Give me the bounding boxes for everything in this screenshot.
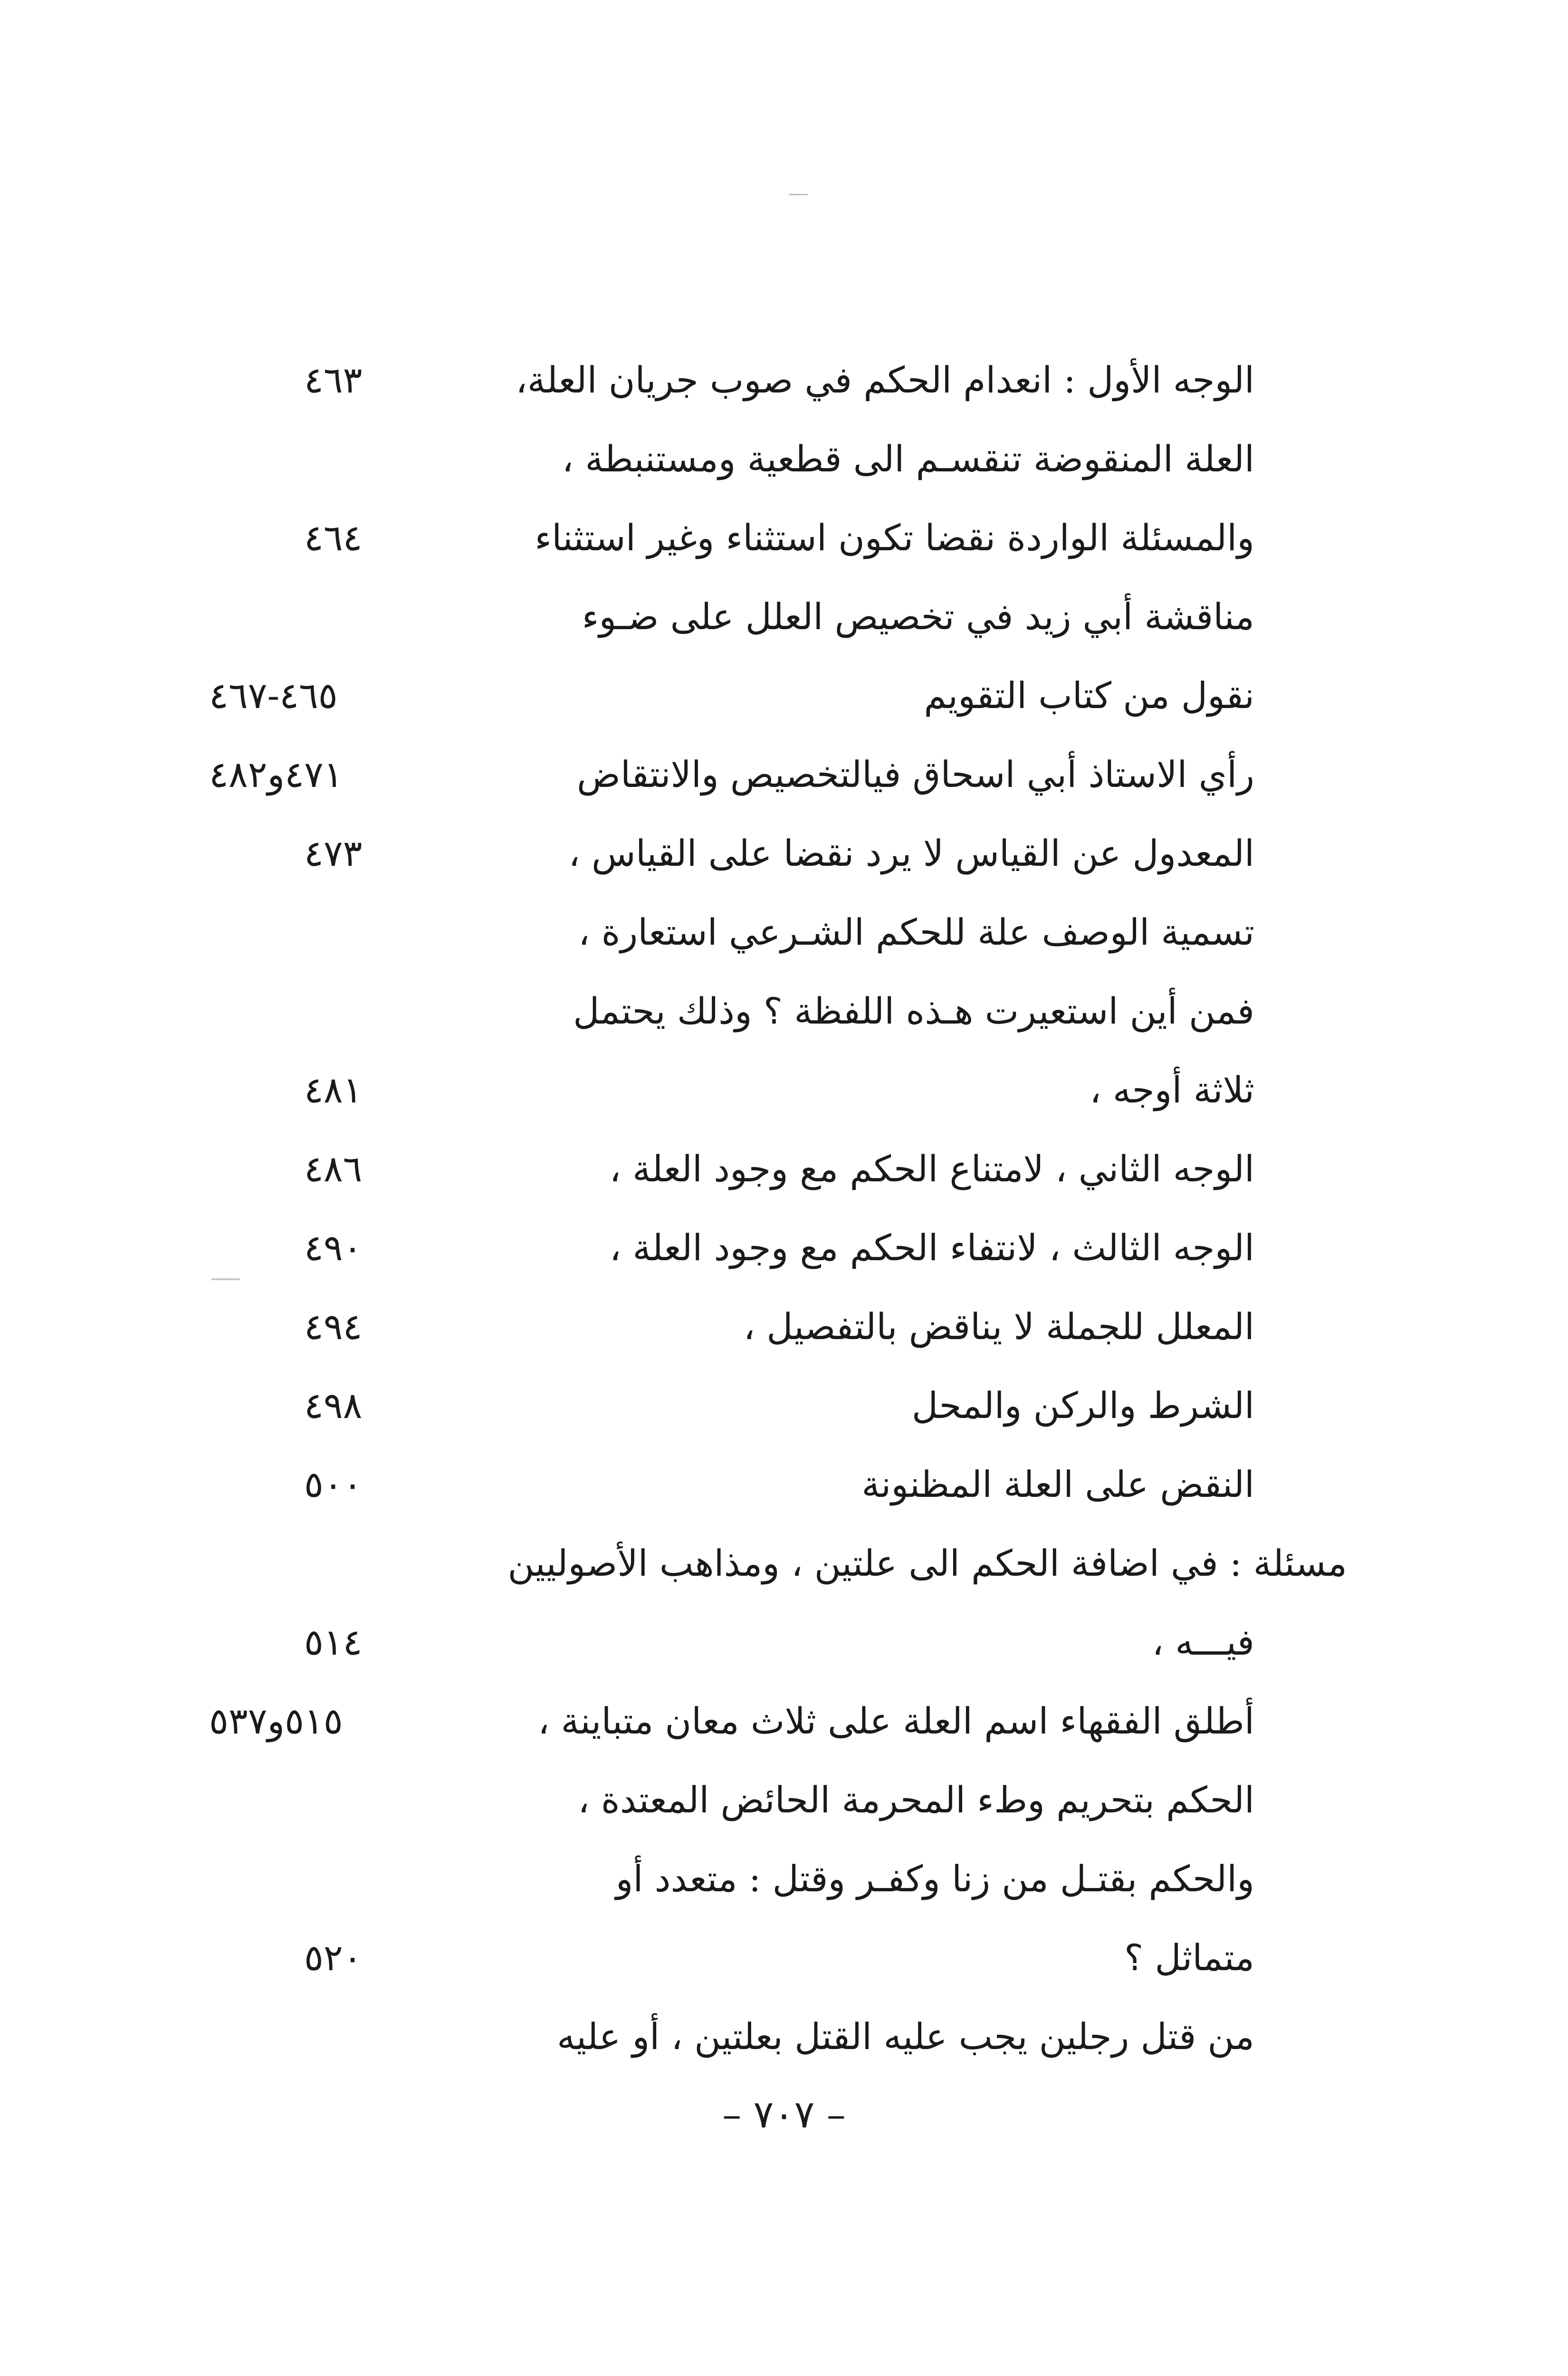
- entry-text: الوجه الثالث ، لانتفاء الحكم مع وجود العلة ،: [609, 1226, 1254, 1269]
- entry-text: والمسئلة الواردة نقضا تكون استثناء وغير استثناء: [535, 517, 1254, 559]
- entry-text: فمن أين استعيرت هـذه اللفظة ؟ وذلك يحتمل: [573, 990, 1254, 1032]
- entry-text: أطلق الفقهاء اسم العلة على ثلاث معان متباينة ،: [537, 1700, 1254, 1742]
- index-entry: [209, 431, 1254, 509]
- entry-text: العلة المنقوضة تنقسـم الى قطعية ومستنبطة ،: [562, 438, 1254, 480]
- entry-page-number: ٥٢٠: [304, 1936, 363, 1979]
- entry-page-number: ٤٦٥-٤٦٧: [209, 674, 338, 717]
- entry-page-number: ٤٧٣: [304, 832, 363, 874]
- index-entry: [209, 352, 1254, 431]
- index-entry: [209, 746, 1254, 825]
- entry-text: رأي الاستاذ أبي اسحاق فيالتخصيص والانتقاض: [576, 753, 1254, 795]
- entry-text: تسمية الوصف علة للحكم الشـرعي استعارة ،: [578, 911, 1254, 953]
- entry-text: متماثل ؟: [1124, 1936, 1254, 1979]
- index-entry: [209, 1850, 1254, 1929]
- index-entry: [209, 1614, 1254, 1693]
- index-entry: [209, 983, 1254, 1062]
- index-entry: [209, 667, 1254, 746]
- index-entry: [209, 1456, 1254, 1535]
- index-entry: [209, 1298, 1254, 1377]
- index-entry: [209, 588, 1254, 667]
- index-entry: [209, 1219, 1254, 1298]
- index-entry: [209, 2008, 1254, 2087]
- entry-page-number: ٤٩٠: [304, 1226, 363, 1269]
- entry-text: مناقشة أبي زيد في تخصيص العلل على ضـوء: [582, 595, 1254, 638]
- page-number: – ٧٠٧ –: [722, 2092, 846, 2136]
- index-entry: [209, 825, 1254, 904]
- entry-page-number: ٥٠٠: [304, 1463, 363, 1505]
- entry-text: الوجه الأول : انعدام الحكم في صوب جريان العلة،: [516, 359, 1254, 401]
- entry-text: المعدول عن القياس لا يرد نقضا على القياس ،: [568, 832, 1254, 874]
- entry-text: النقض على العلة المظنونة: [861, 1463, 1254, 1505]
- index-entry: [209, 1062, 1254, 1140]
- entry-text: نقول من كتاب التقويم: [924, 674, 1254, 717]
- index-entry: [209, 509, 1254, 588]
- entry-text: الشرط والركن والمحل: [911, 1384, 1254, 1427]
- index-entry: [209, 1693, 1254, 1772]
- scan-speck: [789, 194, 808, 195]
- entry-text: فيـــه ،: [1152, 1621, 1254, 1663]
- entry-page-number: ٥١٥و٥٣٧: [209, 1700, 343, 1742]
- entry-page-number: ٥١٤: [304, 1621, 363, 1663]
- entry-text: من قتل رجلين يجب عليه القتل بعلتين ، أو عليه: [557, 2015, 1254, 2058]
- entry-page-number: ٤٨٦: [304, 1148, 363, 1190]
- entry-text: المعلل للجملة لا يناقض بالتفصيل ،: [743, 1305, 1254, 1348]
- index-entry: [209, 1140, 1254, 1219]
- index-entry: [209, 1535, 1347, 1614]
- index-entry: [209, 1929, 1254, 2008]
- entry-page-number: ٤٩٤: [304, 1305, 363, 1348]
- entry-page-number: ٤٨١: [304, 1069, 363, 1111]
- entry-text: والحكم بقتـل من زنا وكفـر وقتل : متعدد أو: [615, 1858, 1254, 1900]
- index-entry: [209, 904, 1254, 983]
- entry-page-number: ٤٩٨: [304, 1384, 363, 1427]
- entry-text: مسئلة : في اضافة الحكم الى علتين ، ومذاهب الأصوليين: [507, 1542, 1347, 1584]
- entry-page-number: ٤٦٤: [304, 517, 363, 559]
- index-entry: [209, 1377, 1254, 1456]
- entry-text: الوجه الثاني ، لامتناع الحكم مع وجود العلة ،: [609, 1148, 1254, 1190]
- index-entry: [209, 1772, 1254, 1850]
- index-entries: [209, 352, 1347, 2087]
- entry-text: الحكم بتحريم وطء المحرمة الحائض المعتدة ،: [578, 1779, 1254, 1821]
- entry-page-number: ٤٦٣: [304, 359, 363, 401]
- entry-text: ثلاثة أوجه ،: [1090, 1069, 1254, 1111]
- entry-page-number: ٤٧١و٤٨٢: [209, 753, 343, 795]
